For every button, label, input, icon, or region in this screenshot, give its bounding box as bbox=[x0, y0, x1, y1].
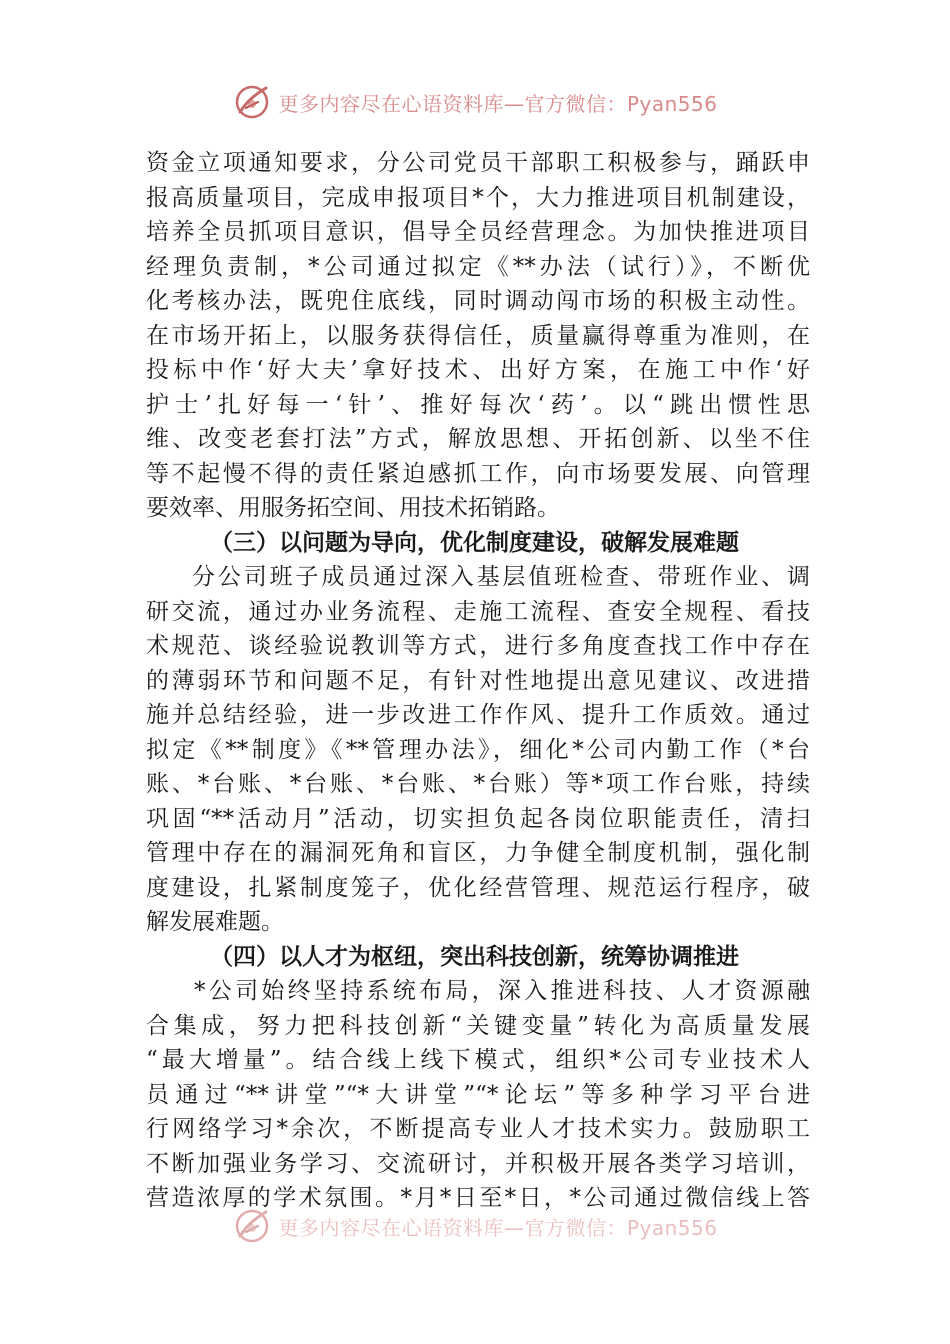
body-text-line: 术规范、谈经验说教训等方式，进行多角度查找工作中存在 bbox=[146, 633, 810, 659]
body-text-line: 施并总结经验，进一步改进工作作风、提升工作质效。通过 bbox=[146, 702, 810, 728]
body-text-line: 营造浓厚的学术氛围。*月*日至*日，*公司通过微信线上答 bbox=[146, 1185, 810, 1211]
body-text-line: 巩固“**活动月”活动，切实担负起各岗位职能责任，清扫 bbox=[146, 805, 810, 832]
watermark-text: 更多内容尽在心语资料库—官方微信：Pyan556 bbox=[278, 1215, 718, 1240]
body-text-line: 投标中作‘好大夫’拿好技术、出好方案，在施工中作‘好 bbox=[146, 357, 810, 383]
body-text-line: 研交流，通过办业务流程、走施工流程、查安全规程、看技 bbox=[146, 598, 810, 625]
body-text-line: 员通过“**讲堂”“*大讲堂”“*论坛”等多种学习平台进 bbox=[146, 1081, 810, 1108]
paragraph-first-line: 分公司班子成员通过深入基层值班检查、带班作业、调 bbox=[192, 564, 810, 590]
body-text-line: 管理中存在的漏洞死角和盲区，力争健全制度机制，强化制 bbox=[146, 840, 810, 866]
body-text-line: 报高质量项目，完成申报项目*个，大力推进项目机制建设， bbox=[146, 184, 810, 211]
body-text-line: 度建设，扎紧制度笼子，优化经营管理、规范运行程序，破 bbox=[146, 874, 810, 901]
body-text-line: 行网络学习*余次，不断提高专业人才技术实力。鼓励职工 bbox=[146, 1116, 810, 1142]
section-heading: （四）以人才为枢纽，突出科技创新，统筹协调推进 bbox=[210, 942, 739, 970]
pen-logo-icon bbox=[232, 1206, 272, 1246]
watermark-text: 更多内容尽在心语资料库—官方微信：Pyan556 bbox=[278, 91, 718, 116]
body-text-line: 资金立项通知要求，分公司党员干部职工积极参与，踊跃申 bbox=[146, 150, 810, 176]
body-text-line: 护士’扎好每一‘针’、推好每次‘药’。以“跳出惯性思 bbox=[146, 391, 810, 418]
body-text-line: 账、*台账、*台账、*台账、*台账）等*项工作台账，持续 bbox=[146, 771, 810, 797]
paragraph-last-line: 要效率、用服务拓空间、用技术拓销路。 bbox=[146, 495, 560, 521]
paragraph-first-line: *公司始终坚持系统布局，深入推进科技、人才资源融 bbox=[194, 978, 810, 1004]
body-text-line: 等不起慢不得的责任紧迫感抓工作，向市场要发展、向管理 bbox=[146, 460, 810, 487]
body-text-line: 不断加强业务学习、交流研讨，并积极开展各类学习培训， bbox=[146, 1150, 810, 1177]
watermark-banner-bottom bbox=[0, 1204, 950, 1248]
body-text-line: 在市场开拓上，以服务获得信任，质量赢得尊重为准则，在 bbox=[146, 322, 810, 349]
section-heading: （三）以问题为导向，优化制度建设，破解发展难题 bbox=[210, 528, 739, 556]
paragraph-last-line: 解发展难题。 bbox=[146, 909, 284, 935]
body-text-line: 化考核办法，既兜住底线，同时调动闯市场的积极主动性。 bbox=[146, 288, 810, 314]
body-text-line: 培养全员抓项目意识，倡导全员经营理念。为加快推进项目 bbox=[146, 219, 810, 245]
body-text-line: 合集成，努力把科技创新“关键变量”转化为高质量发展 bbox=[146, 1012, 810, 1039]
body-text-line: 经理负责制，*公司通过拟定《**办法（试行）》，不断优 bbox=[146, 253, 810, 280]
body-text-line: 拟定《**制度》《**管理办法》，细化*公司内勤工作（*台 bbox=[146, 736, 810, 763]
body-text-line: 维、改变老套打法”方式，解放思想、开拓创新、以坐不住 bbox=[146, 426, 810, 452]
body-text-line: 的薄弱环节和问题不足，有针对性地提出意见建议、改进措 bbox=[146, 667, 810, 694]
body-text-line: “最大增量”。结合线上线下模式，组织*公司专业技术人 bbox=[146, 1047, 810, 1073]
document-body bbox=[146, 146, 810, 1216]
watermark-banner-top bbox=[0, 80, 950, 124]
pen-logo-icon bbox=[232, 82, 272, 122]
